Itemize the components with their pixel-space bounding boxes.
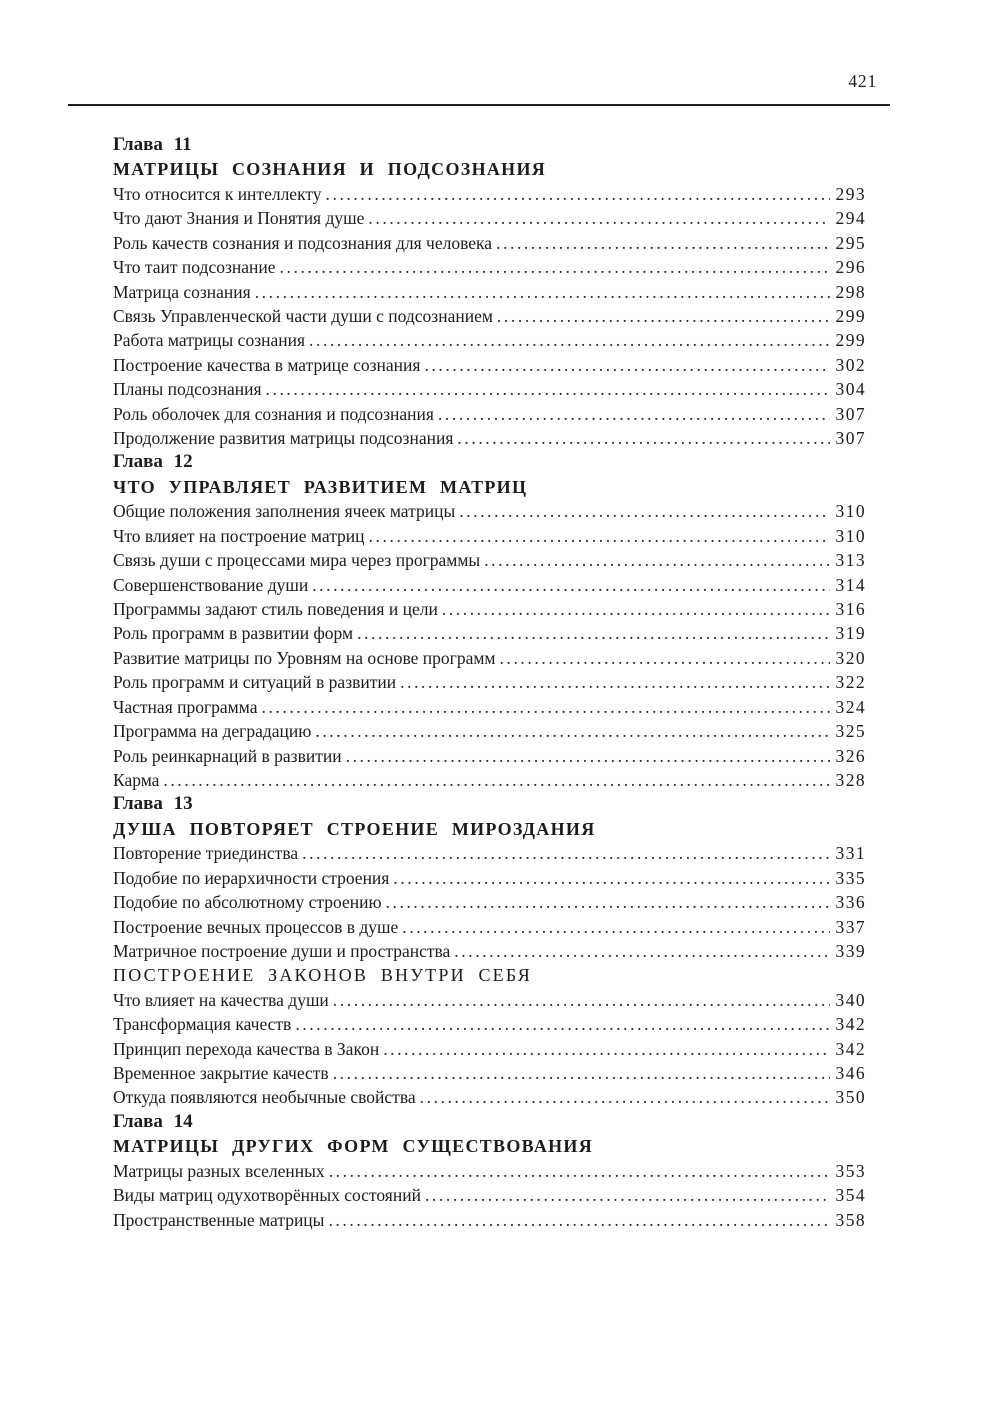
toc-entry-page: 307 [835, 403, 866, 424]
toc-entry-page: 310 [835, 525, 866, 546]
toc-chapter-heading: Глава 14 [113, 1110, 193, 1132]
toc-chapter-title: МАТРИЦЫ СОЗНАНИЯ И ПОДСОЗНАНИЯ [113, 159, 547, 180]
toc-entry-page: 316 [835, 599, 866, 620]
dot-leader [369, 524, 830, 548]
toc-subheading: ПОСТРОЕНИЕ ЗАКОНОВ ВНУТРИ СЕБЯ [113, 965, 533, 986]
toc-entry [113, 1061, 866, 1085]
toc-entry-page: 296 [835, 257, 866, 278]
toc-entry-title: Роль программ и ситуаций в развитии [113, 672, 397, 693]
toc-entry-title: Совершенствование души [113, 574, 309, 595]
toc-entry [113, 231, 866, 255]
toc-entry [113, 1183, 866, 1207]
toc-entry [113, 328, 866, 352]
toc-entry-title: Что влияет на построение матриц [113, 525, 365, 546]
dot-leader [163, 768, 829, 792]
toc-entry-title: Матрица сознания [113, 281, 251, 302]
dot-leader [454, 939, 829, 963]
toc-entry-page: 335 [835, 867, 866, 888]
dot-leader [438, 402, 830, 426]
toc-chapter-title: МАТРИЦЫ ДРУГИХ ФОРМ СУЩЕСТВОВАНИЯ [113, 1136, 594, 1157]
toc-entry-page: 342 [835, 1038, 866, 1059]
toc-entry-page: 326 [835, 745, 866, 766]
toc-entry-title: Построение качества в матрице сознания [113, 354, 421, 375]
header-rule [68, 104, 890, 106]
dot-leader [295, 1012, 829, 1036]
toc-entry-page: 302 [835, 354, 866, 375]
toc-entry-title: Частная программа [113, 696, 258, 717]
toc-entry [113, 890, 866, 914]
dot-leader [484, 548, 829, 572]
dot-leader [333, 1061, 830, 1085]
toc-entry-title: Продолжение развития матрицы подсознания [113, 428, 454, 449]
toc-chapter-heading: Глава 12 [113, 451, 193, 473]
toc-entry-page: 295 [835, 232, 866, 253]
toc-entry [113, 768, 866, 792]
page-number: 421 [848, 71, 877, 91]
toc-entry-page: 331 [835, 843, 866, 864]
dot-leader [400, 670, 829, 694]
toc-entry-title: Матричное построение души и пространства [113, 940, 451, 961]
toc-entry-title: Развитие матрицы по Уровням на основе программ [113, 647, 496, 668]
toc-entry-title: Что дают Знания и Понятия душе [113, 208, 365, 229]
toc-entry-title: Повторение триединства [113, 843, 299, 864]
toc-entry-page: 350 [835, 1087, 866, 1108]
toc-entry [113, 426, 866, 450]
dot-leader [333, 988, 830, 1012]
toc-entry-title: Что относится к интеллекту [113, 183, 322, 204]
toc-entry-page: 325 [835, 721, 866, 742]
toc-entry [113, 939, 866, 963]
toc-entry-page: 314 [835, 574, 866, 595]
toc-entry-page: 304 [835, 379, 866, 400]
toc-entry [113, 573, 866, 597]
toc-entry [113, 1012, 866, 1036]
dot-leader [383, 1037, 829, 1061]
toc-entry [113, 499, 866, 523]
toc-entry-page: 337 [835, 916, 866, 937]
dot-leader [425, 1183, 830, 1207]
toc-chapter-title: ДУША ПОВТОРЯЕТ СТРОЕНИЕ МИРОЗДАНИЯ [113, 818, 596, 839]
toc-entry-title: Трансформация качеств [113, 1014, 292, 1035]
toc-entry-page: 324 [835, 696, 866, 717]
toc-entry-page: 299 [835, 330, 866, 351]
toc-entry [113, 206, 866, 230]
toc-entry-title: Временное закрытие качеств [113, 1063, 329, 1084]
toc-entry-page: 342 [835, 1014, 866, 1035]
toc-entry-title: Роль оболочек для сознания и подсознания [113, 403, 434, 424]
toc-entry [113, 621, 866, 645]
toc-entry [113, 646, 866, 670]
toc-entry [113, 1159, 866, 1183]
toc-entry-page: 339 [835, 940, 866, 961]
toc-entry-title: Работа матрицы сознания [113, 330, 306, 351]
toc-entry [113, 402, 866, 426]
dot-leader [329, 1159, 830, 1183]
toc-entry-page: 313 [835, 550, 866, 571]
dot-leader [280, 255, 830, 279]
toc-entry [113, 866, 866, 890]
toc-entry-title: Подобие по абсолютному строению [113, 892, 382, 913]
toc-chapter-title: ЧТО УПРАВЛЯЕТ РАЗВИТИЕМ МАТРИЦ [113, 476, 528, 497]
toc-entry [113, 1037, 866, 1061]
toc-entry [113, 841, 866, 865]
toc-entry-page: 320 [835, 647, 866, 668]
toc-entry-title: Матрицы разных вселенных [113, 1160, 325, 1181]
toc-entry [113, 182, 866, 206]
toc-entry [113, 255, 866, 279]
toc-entry-page: 358 [835, 1209, 866, 1230]
toc-entry [113, 524, 866, 548]
toc-entry-title: Что влияет на качества души [113, 989, 329, 1010]
dot-leader [309, 328, 830, 352]
dot-leader [357, 621, 829, 645]
toc-entry-title: Виды матриц одухотворённых состояний [113, 1185, 421, 1206]
toc-entry-title: Подобие по иерархичности строения [113, 867, 390, 888]
toc-entry-page: 354 [835, 1185, 866, 1206]
toc-entry-page: 340 [835, 989, 866, 1010]
toc-entry-title: Что таит подсознание [113, 257, 276, 278]
toc-entry-page: 336 [835, 892, 866, 913]
dot-leader [402, 915, 829, 939]
toc-entry-page: 328 [835, 769, 866, 790]
dot-leader [312, 573, 829, 597]
toc-entry-page: 353 [835, 1160, 866, 1181]
dot-leader [500, 646, 830, 670]
toc-entry-title: Роль реинкарнаций в развитии [113, 745, 342, 766]
toc-entry-title: Связь Управленческой части души с подсознанием [113, 305, 493, 326]
toc-entry-title: Программа на деградацию [113, 721, 312, 742]
dot-leader [386, 890, 830, 914]
dot-leader [393, 866, 829, 890]
toc-entry [113, 1208, 866, 1232]
toc-chapter-heading: Глава 11 [113, 134, 192, 155]
toc-chapter-heading: Глава 13 [113, 793, 193, 815]
toc-entry-title: Принцип перехода качества в Закон [113, 1038, 380, 1059]
toc-entry [113, 597, 866, 621]
toc-entry-page: 293 [835, 183, 866, 204]
toc-entry [113, 304, 866, 328]
toc-entry [113, 353, 866, 377]
toc-entry [113, 719, 866, 743]
dot-leader [302, 841, 829, 865]
toc-entry-title: Связь души с процессами мира через программы [113, 550, 481, 571]
dot-leader [346, 744, 830, 768]
dot-leader [315, 719, 829, 743]
dot-leader [442, 597, 830, 621]
toc-entry-title: Карма [113, 769, 160, 790]
toc-entry [113, 695, 866, 719]
dot-leader [457, 426, 829, 450]
toc-entry-page: 310 [835, 501, 866, 522]
toc-entry-page: 298 [835, 281, 866, 302]
toc-entry [113, 280, 866, 304]
toc-entry-title: Планы подсознания [113, 379, 262, 400]
toc-entry-page: 346 [835, 1063, 866, 1084]
toc-entry-title: Роль программ в развитии форм [113, 623, 354, 644]
toc-entry-page: 322 [835, 672, 866, 693]
dot-leader [266, 377, 830, 401]
toc-entry-title: Откуда появляются необычные свойства [113, 1087, 416, 1108]
dot-leader [368, 206, 829, 230]
toc-entry [113, 915, 866, 939]
toc-entry [113, 744, 866, 768]
table-of-contents [113, 133, 866, 1232]
dot-leader [261, 695, 829, 719]
dot-leader [255, 280, 830, 304]
toc-entry-page: 319 [835, 623, 866, 644]
toc-entry [113, 548, 866, 572]
toc-entry [113, 670, 866, 694]
dot-leader [496, 231, 830, 255]
dot-leader [459, 499, 829, 523]
toc-entry-page: 307 [835, 428, 866, 449]
dot-leader [328, 1208, 829, 1232]
toc-entry [113, 377, 866, 401]
dot-leader [326, 182, 830, 206]
toc-entry [113, 988, 866, 1012]
toc-entry-page: 294 [835, 208, 866, 229]
toc-entry-title: Общие положения заполнения ячеек матрицы [113, 501, 456, 522]
toc-entry-title: Построение вечных процессов в душе [113, 916, 399, 937]
dot-leader [420, 1085, 830, 1109]
toc-entry-title: Роль качеств сознания и подсознания для человека [113, 232, 493, 253]
toc-entry-title: Пространственные матрицы [113, 1209, 325, 1230]
dot-leader [424, 353, 829, 377]
toc-entry [113, 1085, 866, 1109]
dot-leader [497, 304, 830, 328]
toc-entry-title: Программы задают стиль поведения и цели [113, 599, 438, 620]
toc-entry-page: 299 [835, 305, 866, 326]
